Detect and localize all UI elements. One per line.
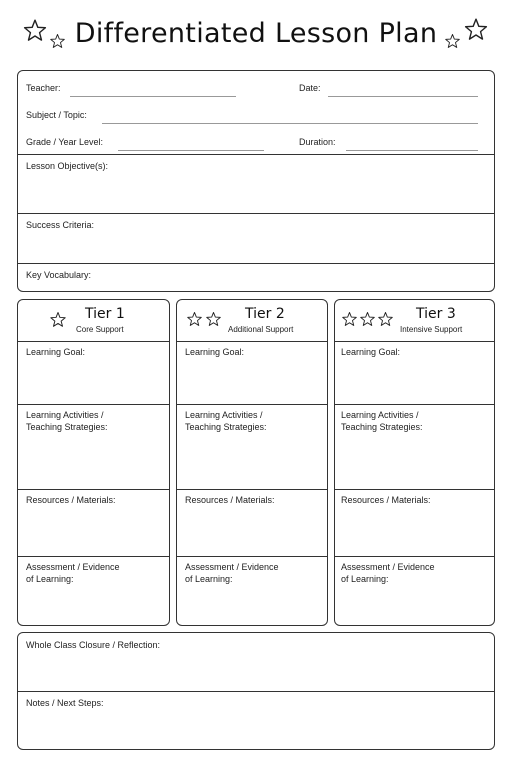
tier-subtitle: Intensive Support bbox=[400, 325, 463, 334]
divider bbox=[18, 263, 494, 264]
duration-label: Duration: bbox=[299, 137, 336, 147]
tier-title: Tier 2 bbox=[245, 306, 285, 322]
divider bbox=[177, 556, 327, 557]
notes-next-steps-label: Notes / Next Steps: bbox=[26, 698, 104, 708]
assessment-label: Assessment / Evidence bbox=[185, 562, 279, 572]
assessment-label-line-2: of Learning: bbox=[185, 574, 233, 584]
teaching-strategies-label: Teaching Strategies: bbox=[185, 422, 267, 432]
star-icon bbox=[186, 311, 203, 328]
teaching-strategies-label: Teaching Strategies: bbox=[341, 422, 423, 432]
tier-subtitle: Core Support bbox=[76, 325, 124, 334]
learning-goal-label: Learning Goal: bbox=[185, 347, 245, 357]
teacher-field[interactable] bbox=[70, 96, 236, 97]
date-label: Date: bbox=[299, 83, 321, 93]
lesson-objectives-label: Lesson Objective(s): bbox=[26, 161, 109, 171]
divider bbox=[335, 404, 494, 405]
star-icon bbox=[341, 311, 358, 328]
star-icon bbox=[205, 311, 222, 328]
resources-label: Resources / Materials: bbox=[26, 495, 116, 505]
closure-reflection-label: Whole Class Closure / Reflection: bbox=[26, 640, 161, 650]
subject-topic-field[interactable] bbox=[102, 123, 478, 124]
subject-topic-label: Subject / Topic: bbox=[26, 110, 87, 120]
star-icon bbox=[377, 311, 394, 328]
divider bbox=[177, 404, 327, 405]
lesson-info-box bbox=[17, 70, 495, 292]
closure-notes-box bbox=[17, 632, 495, 750]
divider bbox=[18, 691, 494, 692]
divider bbox=[177, 341, 327, 342]
teacher-label: Teacher: bbox=[26, 83, 61, 93]
learning-activities-label: Learning Activities / bbox=[26, 410, 104, 420]
divider bbox=[335, 489, 494, 490]
teaching-strategies-label: Teaching Strategies: bbox=[26, 422, 108, 432]
divider bbox=[18, 556, 169, 557]
assessment-label-line-2: of Learning: bbox=[341, 574, 389, 584]
tier-2-card bbox=[176, 299, 328, 626]
star-icon bbox=[463, 17, 489, 43]
star-icon bbox=[444, 33, 461, 50]
resources-label: Resources / Materials: bbox=[341, 495, 431, 505]
divider bbox=[18, 341, 169, 342]
divider bbox=[18, 213, 494, 214]
tier-title: Tier 3 bbox=[416, 306, 456, 322]
assessment-label: Assessment / Evidence bbox=[26, 562, 120, 572]
divider bbox=[335, 556, 494, 557]
resources-label: Resources / Materials: bbox=[185, 495, 275, 505]
learning-goal-label: Learning Goal: bbox=[26, 347, 86, 357]
star-icon bbox=[22, 18, 48, 44]
divider bbox=[177, 489, 327, 490]
divider bbox=[335, 341, 494, 342]
learning-activities-label: Learning Activities / bbox=[341, 410, 419, 420]
star-icon bbox=[359, 311, 376, 328]
key-vocabulary-label: Key Vocabulary: bbox=[26, 270, 92, 280]
divider bbox=[18, 489, 169, 490]
divider bbox=[18, 404, 169, 405]
date-field[interactable] bbox=[328, 96, 478, 97]
divider bbox=[18, 154, 494, 155]
assessment-label-line-2: of Learning: bbox=[26, 574, 74, 584]
tier-3-card bbox=[334, 299, 495, 626]
star-icon bbox=[49, 33, 66, 50]
duration-field[interactable] bbox=[346, 150, 478, 151]
star-icon bbox=[49, 311, 67, 329]
grade-year-level-label: Grade / Year Level: bbox=[26, 137, 104, 147]
success-criteria-label: Success Criteria: bbox=[26, 220, 95, 230]
page-title: Differentiated Lesson Plan bbox=[74, 18, 438, 49]
assessment-label: Assessment / Evidence bbox=[341, 562, 435, 572]
grade-year-level-field[interactable] bbox=[118, 150, 264, 151]
tier-title: Tier 1 bbox=[85, 306, 125, 322]
learning-goal-label: Learning Goal: bbox=[341, 347, 401, 357]
learning-activities-label: Learning Activities / bbox=[185, 410, 263, 420]
tier-1-card bbox=[17, 299, 170, 626]
tier-subtitle: Additional Support bbox=[228, 325, 294, 334]
